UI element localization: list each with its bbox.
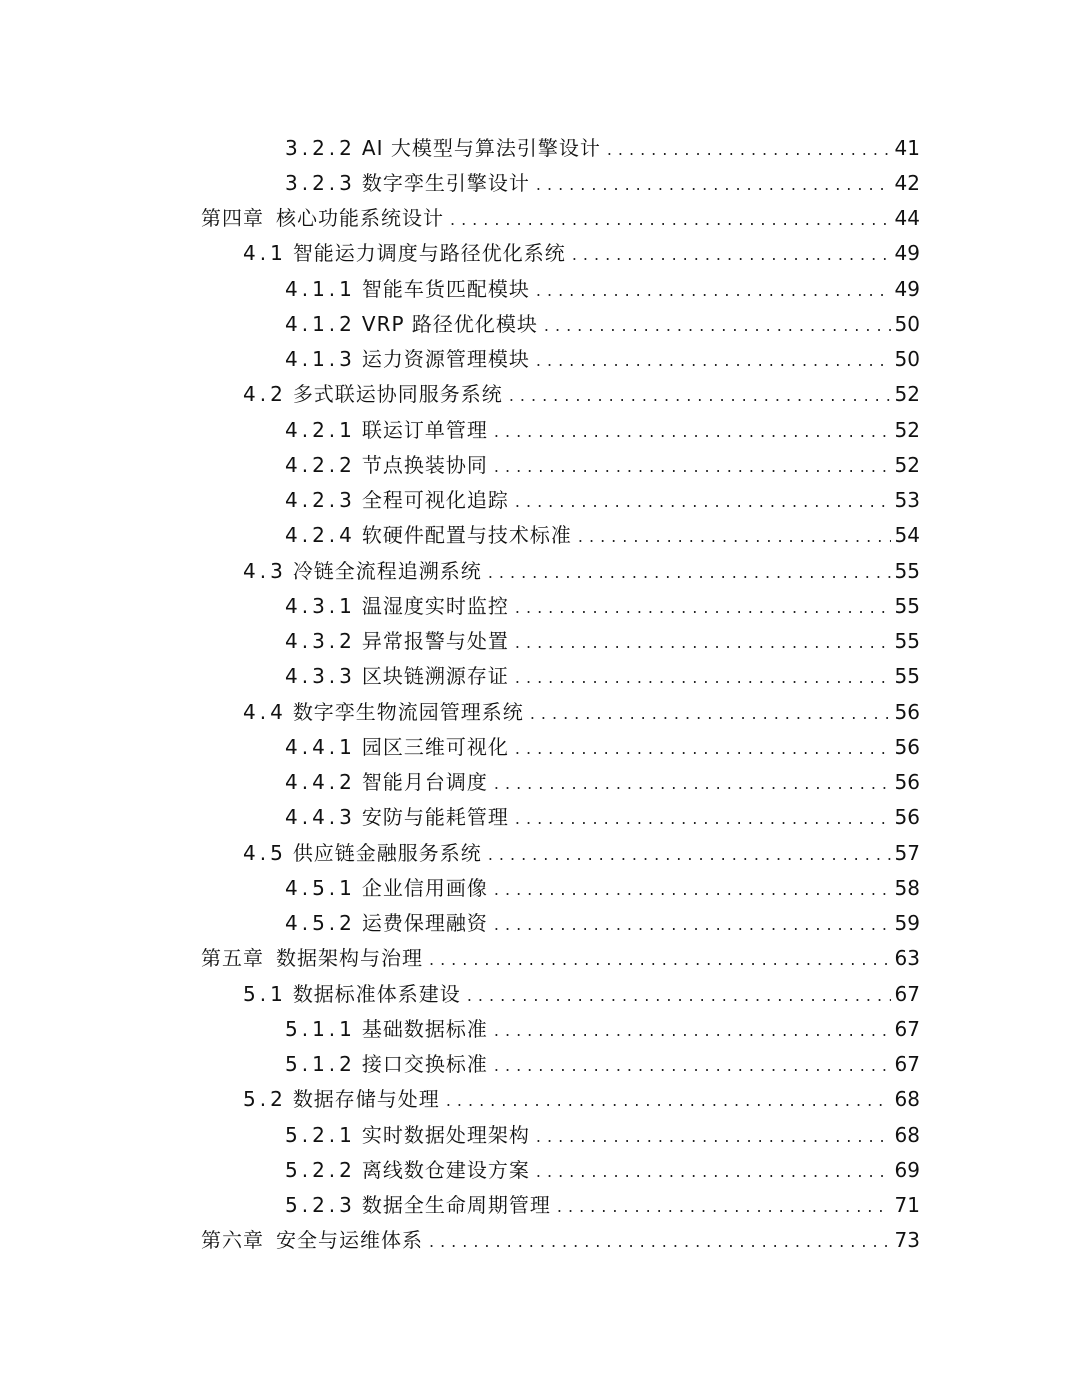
toc-number: 4.3.1 [285, 593, 356, 618]
dot-leader [467, 988, 891, 1004]
dot-leader [494, 1058, 891, 1074]
dot-leader [515, 670, 891, 686]
toc-page-number: 52 [894, 382, 920, 407]
toc-number: 4.3 [243, 558, 287, 583]
toc-page-number: 68 [894, 1087, 920, 1112]
toc-title: 软硬件配置与技术标准 [361, 523, 572, 548]
toc-title: 数据存储与处理 [292, 1087, 440, 1112]
toc-title: 安防与能耗管理 [361, 805, 509, 830]
toc-number: 4.2.2 [285, 452, 356, 477]
toc-entry-4-4-2[interactable] [0, 765, 1080, 800]
toc-page-number: 56 [894, 805, 920, 830]
toc-entry-4-3[interactable] [0, 553, 1080, 588]
dot-leader [515, 494, 891, 510]
toc-page-number: 55 [894, 629, 920, 654]
toc-page-number: 67 [894, 1052, 920, 1077]
toc-entry-4-2-3[interactable] [0, 483, 1080, 518]
toc-title: 异常报警与处置 [361, 629, 509, 654]
toc-entry-5-2-2[interactable] [0, 1152, 1080, 1187]
toc-page-number: 54 [894, 523, 920, 548]
toc-entry-5-1-1[interactable] [0, 1011, 1080, 1046]
toc-page-number: 68 [894, 1122, 920, 1147]
dot-leader [536, 1164, 891, 1180]
toc-entry-4-4-1[interactable] [0, 729, 1080, 764]
toc-title: 节点换装协同 [361, 452, 488, 477]
toc-entry-4-2-1[interactable] [0, 412, 1080, 447]
dot-leader [515, 811, 891, 827]
toc-number: 4.4.1 [285, 734, 356, 759]
toc-number: 4.4.2 [285, 770, 356, 795]
toc-title: 冷链全流程追溯系统 [292, 558, 482, 583]
toc-number: 5.1.2 [285, 1052, 356, 1077]
toc-number: 4.1.3 [285, 347, 356, 372]
toc-title: 数据架构与治理 [276, 946, 423, 971]
toc-entry-4-2-4[interactable] [0, 518, 1080, 553]
dot-leader [536, 1129, 891, 1145]
toc-title: 安全与运维体系 [276, 1228, 423, 1253]
toc-page-number: 58 [894, 875, 920, 900]
toc-title: 智能月台调度 [361, 770, 488, 795]
dot-leader [494, 1023, 891, 1039]
dot-leader [572, 247, 891, 263]
toc-page-number: 71 [894, 1193, 920, 1218]
toc-entry-4-5-2[interactable] [0, 906, 1080, 941]
toc-number: 3.2.2 [285, 135, 356, 160]
toc-title: 全程可视化追踪 [361, 488, 509, 513]
toc-entry-4-3-2[interactable] [0, 624, 1080, 659]
dot-leader [536, 353, 891, 369]
dot-leader [494, 882, 891, 898]
toc-entry-4-1-1[interactable] [0, 271, 1080, 306]
toc-entry-4-1-2[interactable] [0, 306, 1080, 341]
toc-title: 企业信用画像 [361, 875, 488, 900]
toc-title: 园区三维可视化 [361, 734, 509, 759]
toc-title: 数字孪生物流园管理系统 [292, 699, 524, 724]
toc-page-number: 55 [894, 664, 920, 689]
toc-page-number: 55 [894, 593, 920, 618]
dot-leader [544, 318, 891, 334]
toc-number: 4.2.4 [285, 523, 356, 548]
toc-title: AI 大模型与算法引擎设计 [361, 135, 601, 160]
toc-title: 基础数据标准 [361, 1016, 488, 1041]
toc-page-number: 57 [894, 840, 920, 865]
toc-number: 4.1.2 [285, 311, 356, 336]
dot-leader [488, 847, 891, 863]
toc-number: 4.2 [243, 382, 287, 407]
toc-number: 5.1 [243, 981, 287, 1006]
dot-leader [530, 706, 891, 722]
toc-page-number: 50 [894, 347, 920, 372]
dot-leader [515, 741, 891, 757]
toc-page-number: 67 [894, 1016, 920, 1041]
toc-title: VRP 路径优化模块 [361, 311, 538, 336]
toc-number: 5.2.1 [285, 1122, 356, 1147]
toc-page-number: 56 [894, 734, 920, 759]
toc-number: 5.2.3 [285, 1193, 356, 1218]
toc-entry-chapter-5[interactable] [0, 941, 1080, 976]
toc-number: 4.5.2 [285, 911, 356, 936]
toc-entry-5-2[interactable] [0, 1082, 1080, 1117]
toc-number: 4.3.2 [285, 629, 356, 654]
toc-page-number: 56 [894, 770, 920, 795]
toc-number: 4.2.3 [285, 488, 356, 513]
toc-entry-5-1-2[interactable] [0, 1047, 1080, 1082]
toc-number: 4.1.1 [285, 276, 356, 301]
table-of-contents [0, 130, 1080, 1258]
toc-entry-chapter-6[interactable] [0, 1223, 1080, 1258]
toc-number: 第四章 [201, 206, 264, 231]
toc-number: 4.1 [243, 241, 287, 266]
toc-number: 4.5.1 [285, 875, 356, 900]
toc-entry-4-2-2[interactable] [0, 447, 1080, 482]
toc-entry-3-2-3[interactable] [0, 165, 1080, 200]
toc-page-number: 67 [894, 981, 920, 1006]
dot-leader [536, 283, 891, 299]
toc-page-number: 41 [894, 135, 920, 160]
toc-page-number: 50 [894, 311, 920, 336]
dot-leader [578, 529, 891, 545]
toc-title: 多式联运协同服务系统 [292, 382, 503, 407]
toc-page-number: 52 [894, 452, 920, 477]
dot-leader [536, 177, 891, 193]
dot-leader [429, 1234, 891, 1250]
toc-page-number: 53 [894, 488, 920, 513]
toc-title: 数据全生命周期管理 [361, 1193, 551, 1218]
toc-entry-4-3-3[interactable] [0, 659, 1080, 694]
toc-entry-4-1-3[interactable] [0, 342, 1080, 377]
toc-entry-chapter-4[interactable] [0, 201, 1080, 236]
toc-entry-4-2[interactable] [0, 377, 1080, 412]
toc-title: 实时数据处理架构 [361, 1122, 530, 1147]
dot-leader [557, 1199, 891, 1215]
toc-title: 运力资源管理模块 [361, 347, 530, 372]
toc-number: 5.2.2 [285, 1157, 356, 1182]
dot-leader [494, 776, 891, 792]
toc-number: 4.2.1 [285, 417, 356, 442]
toc-title: 核心功能系统设计 [276, 206, 444, 231]
dot-leader [494, 459, 891, 475]
toc-entry-4-4-3[interactable] [0, 800, 1080, 835]
toc-page-number: 59 [894, 911, 920, 936]
dot-leader [494, 424, 891, 440]
toc-number: 4.4 [243, 699, 287, 724]
dot-leader [446, 1093, 891, 1109]
toc-title: 离线数仓建设方案 [361, 1157, 530, 1182]
toc-page-number: 49 [894, 241, 920, 266]
dot-leader [515, 600, 891, 616]
toc-number: 3.2.3 [285, 170, 356, 195]
toc-title: 数字孪生引擎设计 [361, 170, 530, 195]
toc-entry-3-2-2[interactable] [0, 130, 1080, 165]
toc-entry-4-1[interactable] [0, 236, 1080, 271]
toc-entry-4-5-1[interactable] [0, 870, 1080, 905]
toc-entry-4-4[interactable] [0, 694, 1080, 729]
toc-page-number: 44 [894, 206, 920, 231]
toc-page-number: 49 [894, 276, 920, 301]
toc-title: 联运订单管理 [361, 417, 488, 442]
toc-page-number: 42 [894, 170, 920, 195]
toc-page-number: 56 [894, 699, 920, 724]
toc-entry-4-3-1[interactable] [0, 588, 1080, 623]
dot-leader [488, 565, 891, 581]
toc-number: 4.4.3 [285, 805, 356, 830]
toc-number: 第六章 [201, 1228, 264, 1253]
dot-leader [494, 917, 891, 933]
toc-title: 数据标准体系建设 [292, 981, 461, 1006]
toc-title: 区块链溯源存证 [361, 664, 509, 689]
dot-leader [450, 212, 891, 228]
toc-number: 5.1.1 [285, 1016, 356, 1041]
dot-leader [429, 952, 891, 968]
toc-title: 运费保理融资 [361, 911, 488, 936]
toc-title: 供应链金融服务系统 [292, 840, 482, 865]
dot-leader [515, 635, 891, 651]
toc-title: 智能运力调度与路径优化系统 [292, 241, 566, 266]
toc-page-number: 52 [894, 417, 920, 442]
toc-title: 智能车货匹配模块 [361, 276, 530, 301]
toc-page-number: 63 [894, 946, 920, 971]
dot-leader [607, 142, 891, 158]
dot-leader [509, 388, 891, 404]
toc-page-number: 73 [894, 1228, 920, 1253]
toc-title: 温湿度实时监控 [361, 593, 509, 618]
toc-page-number: 55 [894, 558, 920, 583]
toc-entry-5-1[interactable] [0, 976, 1080, 1011]
toc-title: 接口交换标准 [361, 1052, 488, 1077]
toc-number: 4.5 [243, 840, 287, 865]
toc-entry-5-2-3[interactable] [0, 1188, 1080, 1223]
toc-number: 4.3.3 [285, 664, 356, 689]
toc-number: 5.2 [243, 1087, 287, 1112]
toc-entry-4-5[interactable] [0, 835, 1080, 870]
toc-page-number: 69 [894, 1157, 920, 1182]
toc-number: 第五章 [201, 946, 264, 971]
toc-entry-5-2-1[interactable] [0, 1117, 1080, 1152]
